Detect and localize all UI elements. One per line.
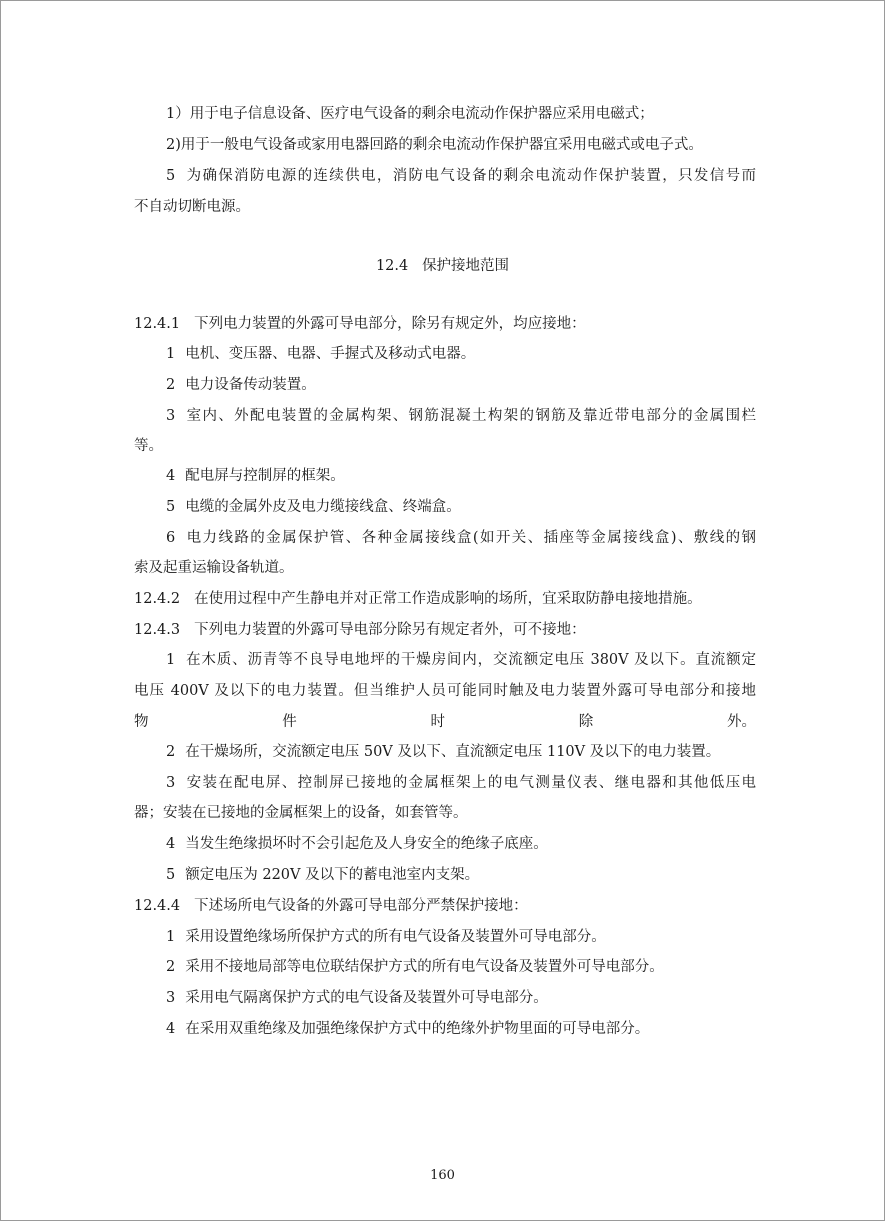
item-text: 等。 — [134, 438, 163, 454]
item-number: 2 — [166, 377, 176, 393]
clause-12-4-3 — [134, 620, 586, 640]
paragraph-continuation — [134, 197, 250, 217]
list-item — [166, 375, 316, 395]
item-number: 2 — [166, 744, 176, 760]
clause-text: 下述场所电气设备的外露可导电部分严禁保护接地： — [194, 898, 528, 914]
list-item — [166, 865, 479, 885]
item-number: 4 — [166, 836, 176, 852]
item-text: 电缆的金属外皮及电力缆接线盒、终端盒。 — [185, 499, 461, 515]
section-heading — [0, 256, 885, 276]
paragraph-text: 为确保消防电源的连续供电，消防电气设备的剩余电流动作保护装置，只发信号而 — [185, 168, 756, 184]
list-item — [166, 528, 756, 548]
list-item — [166, 344, 475, 364]
list-item — [166, 650, 756, 670]
item-number: 1 — [166, 652, 176, 668]
clause-number: 12.4.4 — [134, 898, 181, 914]
item-text: 在采用双重绝缘及加强绝缘保护方式中的绝缘外护物里面的可导电部分。 — [185, 1021, 650, 1037]
paragraph-text: 2)用于一般电气设备或家用电器回路的剩余电流动作保护器宜采用电磁式或电子式。 — [166, 137, 703, 153]
list-item-continuation-spread — [134, 712, 756, 732]
item-text: 采用电气隔离保护方式的电气设备及装置外可导电部分。 — [185, 990, 548, 1006]
page-number: 160 — [430, 1168, 455, 1183]
item-number: 1 — [166, 929, 176, 945]
item-text: 在干燥场所，交流额定电压 50V 及以下、直流额定电压 110V 及以下的电力装置。 — [185, 744, 721, 760]
item-number: 4 — [166, 468, 176, 484]
item-text: 当发生绝缘损坏时不会引起危及人身安全的绝缘子底座。 — [185, 836, 548, 852]
item-text: 索及起重运输设备轨道。 — [134, 560, 294, 576]
clause-text: 下列电力装置的外露可导电部分，除另有规定外，均应接地： — [194, 316, 586, 332]
spread-char: 时 — [430, 714, 445, 730]
item-text: 采用不接地局部等电位联结保护方式的所有电气设备及装置外可导电部分。 — [185, 959, 664, 975]
spread-char: 外。 — [727, 714, 756, 730]
item-number: 3 — [166, 775, 176, 791]
item-text: 电压 400V 及以下的电力装置。但当维护人员可能同时触及电力装置外露可导电部分和接地 — [134, 683, 756, 699]
paragraph-text: 1）用于电子信息设备、医疗电气设备的剩余电流动作保护器应采用电磁式； — [166, 106, 654, 122]
clause-number: 12.4.1 — [134, 316, 181, 332]
paragraph-text: 不自动切断电源。 — [134, 199, 250, 215]
section-number: 12.4 — [375, 258, 409, 274]
clause-number: 12.4.2 — [134, 591, 181, 607]
item-text: 器；安装在已接地的金属框架上的设备，如套管等。 — [134, 805, 468, 821]
item-number: 2 — [166, 959, 176, 975]
list-item — [166, 1019, 649, 1039]
item-text: 电力线路的金属保护管、各种金属接线盒(如开关、插座等金属接线盒)、敷线的钢 — [185, 530, 756, 546]
list-item-continuation — [134, 558, 294, 578]
list-item — [166, 927, 606, 947]
list-item-continuation — [134, 681, 756, 701]
clause-text: 在使用过程中产生静电并对正常工作造成影响的场所，宜采取防静电接地措施。 — [194, 591, 702, 607]
list-item — [166, 773, 756, 793]
paragraph-item-1 — [166, 104, 654, 124]
list-item-continuation — [134, 803, 468, 823]
list-item — [166, 742, 720, 762]
item-text: 电机、变压器、电器、手握式及移动式电器。 — [185, 346, 476, 362]
item-number: 5 — [166, 168, 176, 184]
item-number: 1 — [166, 346, 176, 362]
item-text: 安装在配电屏、控制屏已接地的金属框架上的电气测量仪表、继电器和其他低压电 — [185, 775, 756, 791]
item-number: 3 — [166, 990, 176, 1006]
item-text: 室内、外配电装置的金属构架、钢筋混凝土构架的钢筋及靠近带电部分的金属围栏 — [185, 408, 756, 424]
section-title: 保护接地范围 — [422, 258, 510, 274]
list-item — [166, 988, 548, 1008]
clause-number: 12.4.3 — [134, 622, 181, 638]
list-item — [166, 834, 548, 854]
list-item — [166, 497, 461, 517]
spread-char: 除 — [578, 714, 594, 730]
item-number: 3 — [166, 408, 176, 424]
paragraph-item-5 — [166, 166, 756, 186]
clause-12-4-2 — [134, 589, 702, 609]
spread-char: 物 — [134, 714, 149, 730]
spread-char: 件 — [282, 714, 297, 730]
item-text: 额定电压为 220V 及以下的蓄电池室内支架。 — [185, 867, 480, 883]
list-item — [166, 957, 664, 977]
item-number: 5 — [166, 499, 176, 515]
item-text: 配电屏与控制屏的框架。 — [185, 468, 345, 484]
paragraph-item-2 — [166, 135, 703, 155]
item-text: 在木质、沥青等不良导电地坪的干燥房间内，交流额定电压 380V 及以下。直流额定 — [185, 652, 756, 668]
list-item — [166, 406, 756, 426]
item-text: 电力设备传动装置。 — [185, 377, 316, 393]
item-text: 采用设置绝缘场所保护方式的所有电气设备及装置外可导电部分。 — [185, 929, 606, 945]
list-item-continuation — [134, 436, 163, 456]
list-item — [166, 466, 345, 486]
clause-12-4-1 — [134, 314, 586, 334]
clause-12-4-4 — [134, 896, 528, 916]
clause-text: 下列电力装置的外露可导电部分除另有规定者外，可不接地： — [194, 622, 586, 638]
item-number: 4 — [166, 1021, 176, 1037]
item-number: 5 — [166, 867, 176, 883]
item-number: 6 — [166, 530, 176, 546]
